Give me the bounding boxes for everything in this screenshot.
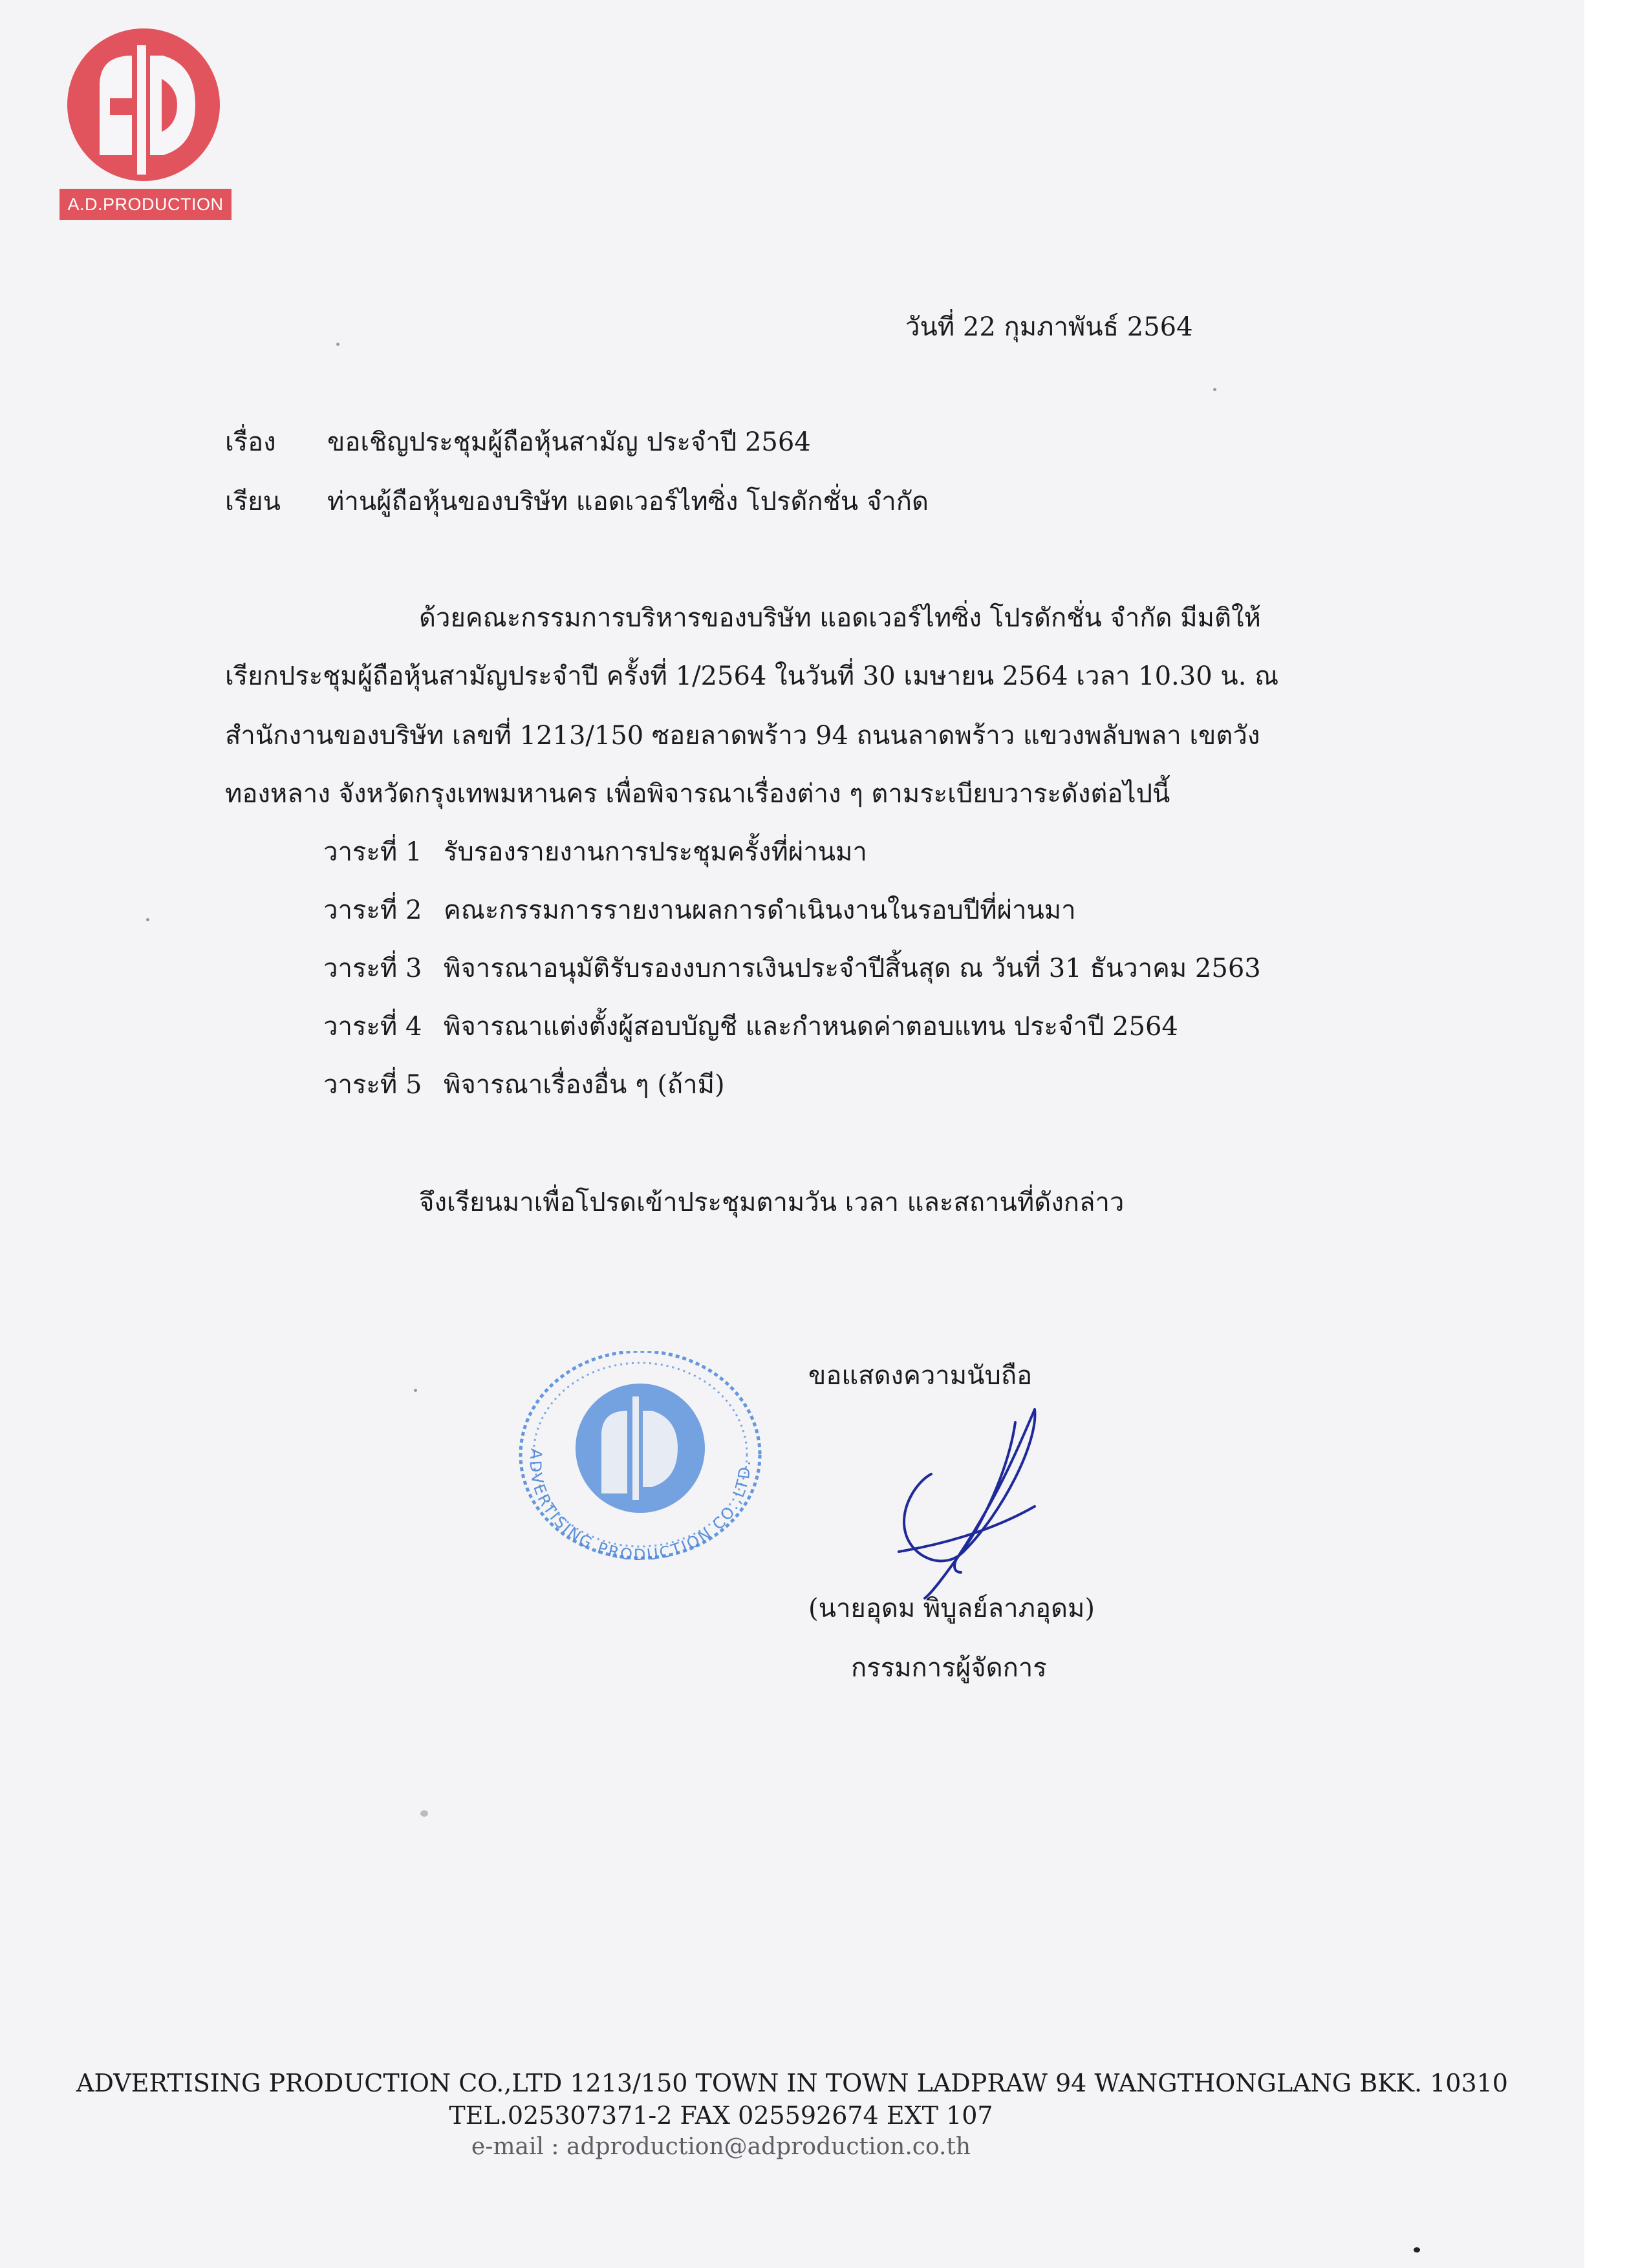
scan-speck	[146, 918, 149, 921]
agenda-label: วาระที่ 1	[323, 837, 422, 867]
agenda-label: วาระที่ 5	[323, 1070, 422, 1100]
sign-off: ขอแสดงความนับถือ	[808, 1361, 1033, 1391]
handwritten-signature-icon	[886, 1403, 1061, 1603]
agenda-text: พิจารณาเรื่องอื่น ๆ (ถ้ามี)	[444, 1070, 725, 1100]
agenda-text: พิจารณาแต่งตั้งผู้สอบบัญชี และกำหนดค่าตอบแทน ประจำปี 2564	[444, 1012, 1178, 1042]
logo-badge: A.D.PRODUCTION	[59, 189, 232, 220]
agenda-label: วาระที่ 2	[323, 895, 422, 925]
company-logo	[59, 26, 234, 226]
agenda-label: วาระที่ 4	[323, 1012, 422, 1042]
recipient-text: ท่านผู้ถือหุ้นของบริษัท แอดเวอร์ไทซิ่ง โปรดักชั่น จำกัด	[327, 487, 929, 517]
scan-speck	[420, 1810, 428, 1817]
agenda-text: รับรองรายงานการประชุมครั้งที่ผ่านมา	[444, 837, 867, 867]
signature	[886, 1403, 1061, 1603]
body-line-3: สำนักงานของบริษัท เลขที่ 1213/150 ซอยลาดพร้าว 94 ถนนลาดพร้าว แขวงพลับพลา เขตวัง	[225, 721, 1260, 751]
agenda-text: พิจารณาอนุมัติรับรองงบการเงินประจำปีสิ้นสุด ณ วันที่ 31 ธันวาคม 2563	[444, 954, 1261, 983]
recipient-label: เรียน	[225, 487, 281, 517]
letter-date: วันที่ 22 กุมภาพันธ์ 2564	[905, 312, 1193, 342]
ad-logo-icon	[59, 26, 234, 187]
body-line-4: ทองหลาง จังหวัดกรุงเทพมหานคร เพื่อพิจารณาเรื่องต่าง ๆ ตามระเบียบวาระดังต่อไปนี้	[225, 779, 1170, 809]
scan-speck	[414, 1389, 417, 1392]
company-stamp	[504, 1351, 776, 1597]
signer-name: (นายอุดม พิบูลย์ลาภอุดม)	[808, 1594, 1095, 1623]
body-line-2: เรียกประชุมผู้ถือหุ้นสามัญประจำปี ครั้งที่ 1/2564 ในวันที่ 30 เมษายน 2564 เวลา 10.30 น. ณ	[225, 661, 1279, 691]
footer-phone: TEL.025307371-2 FAX 025592674 EXT 107	[449, 2101, 993, 2130]
subject-label: เรื่อง	[225, 427, 276, 457]
closing-text: จึงเรียนมาเพื่อโปรดเข้าประชุมตามวัน เวลา และสถานที่ดังกล่าว	[419, 1188, 1125, 1217]
agenda-text: คณะกรรมการรายงานผลการดำเนินงานในรอบปีที่ผ่านมา	[444, 895, 1076, 925]
subject-text: ขอเชิญประชุมผู้ถือหุ้นสามัญ ประจำปี 2564	[327, 427, 811, 457]
scan-speck	[1414, 2247, 1420, 2252]
body-line-1: ด้วยคณะกรรมการบริหารของบริษัท แอดเวอร์ไทซิ่ง โปรดักชั่น จำกัด มีมติให้	[419, 603, 1261, 633]
footer-email: e-mail : adproduction@adproduction.co.th	[471, 2134, 971, 2160]
stamp-text: ADVERTISING PRODUCTION CO.,LTD.	[526, 1448, 755, 1564]
stamp-seal-icon	[504, 1351, 776, 1597]
footer-address: ADVERTISING PRODUCTION CO.,LTD 1213/150 TOWN IN TOWN LADPRAW 94 WANGTHONGLANG BKK. 10310	[76, 2069, 1508, 2097]
scan-speck	[1213, 388, 1216, 391]
signer-title: กรรมการผู้จัดการ	[851, 1653, 1047, 1683]
scan-margin	[1584, 0, 1649, 2268]
scan-speck	[336, 343, 339, 346]
agenda-label: วาระที่ 3	[323, 954, 422, 983]
